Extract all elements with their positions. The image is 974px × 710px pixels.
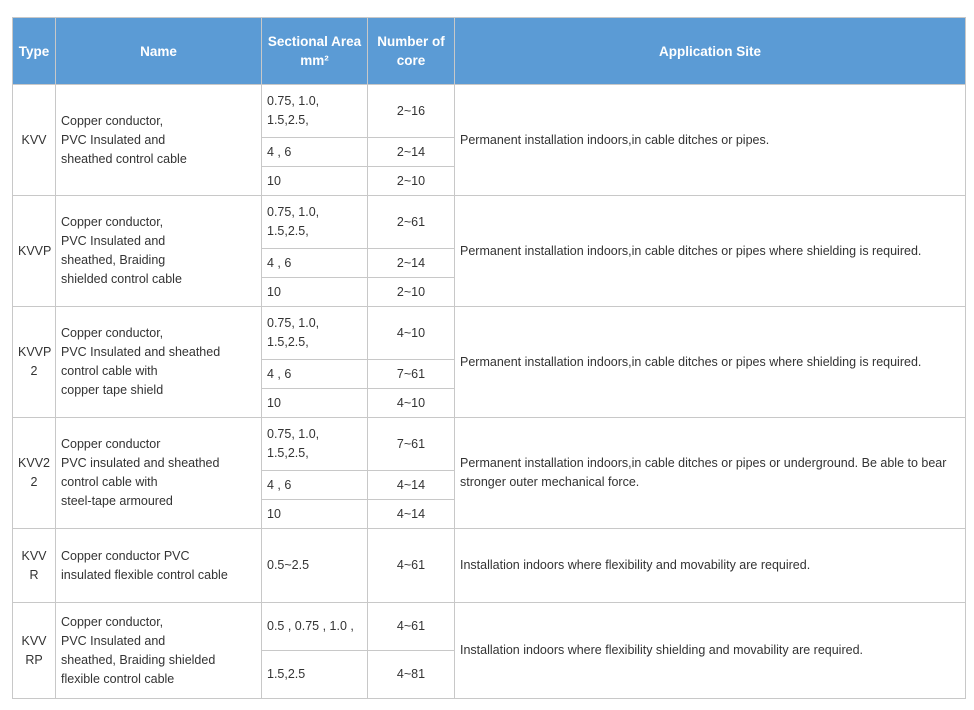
core-cell: 4~14 xyxy=(368,471,455,500)
core-cell: 2~10 xyxy=(368,167,455,196)
application-cell: Permanent installation indoors,in cable ditches or pipes where shielding is required. xyxy=(455,196,966,307)
header-type: Type xyxy=(13,18,56,85)
table-row xyxy=(13,85,966,138)
table-row xyxy=(13,418,966,471)
core-cell: 2~14 xyxy=(368,249,455,278)
type-cell: KVV R xyxy=(13,529,56,603)
application-cell: Permanent installation indoors,in cable ditches or pipes. xyxy=(455,85,966,196)
application-cell: Permanent installation indoors,in cable ditches or pipes where shielding is required. xyxy=(455,307,966,418)
header-name: Name xyxy=(56,18,262,85)
area-cell: 0.5~2.5 xyxy=(262,529,368,603)
area-cell: 1.5,2.5 xyxy=(262,651,368,699)
core-cell: 4~10 xyxy=(368,307,455,360)
area-cell: 10 xyxy=(262,278,368,307)
area-cell: 10 xyxy=(262,167,368,196)
core-cell: 4~61 xyxy=(368,603,455,651)
area-cell: 0.75, 1.0, 1.5,2.5, xyxy=(262,85,368,138)
type-cell: KVV RP xyxy=(13,603,56,699)
core-cell: 2~14 xyxy=(368,138,455,167)
type-cell: KVV2 2 xyxy=(13,418,56,529)
table-row xyxy=(13,307,966,360)
header-number-of-core: Number of core xyxy=(368,18,455,85)
core-cell: 2~16 xyxy=(368,85,455,138)
type-cell: KVVP xyxy=(13,196,56,307)
name-cell: Copper conductor PVC insulated flexible control cable xyxy=(56,529,262,603)
core-cell: 4~61 xyxy=(368,529,455,603)
area-cell: 10 xyxy=(262,389,368,418)
name-cell: Copper conductor, PVC Insulated and sheathed, Braiding shielded control cable xyxy=(56,196,262,307)
name-cell: Copper conductor PVC insulated and sheathed control cable with steel-tape armoured xyxy=(56,418,262,529)
core-cell: 7~61 xyxy=(368,360,455,389)
header-sectional-area: Sectional Area mm² xyxy=(262,18,368,85)
header-row xyxy=(13,18,966,85)
area-cell: 0.75, 1.0, 1.5,2.5, xyxy=(262,196,368,249)
area-cell: 0.75, 1.0, 1.5,2.5, xyxy=(262,307,368,360)
core-cell: 7~61 xyxy=(368,418,455,471)
area-cell: 10 xyxy=(262,500,368,529)
core-cell: 4~10 xyxy=(368,389,455,418)
application-cell: Installation indoors where flexibility shielding and movability are required. xyxy=(455,603,966,699)
core-cell: 2~10 xyxy=(368,278,455,307)
area-cell: 4 , 6 xyxy=(262,471,368,500)
application-cell: Permanent installation indoors,in cable ditches or pipes or underground. Be able to bear stronger outer mechanical force. xyxy=(455,418,966,529)
type-cell: KVVP 2 xyxy=(13,307,56,418)
name-cell: Copper conductor, PVC Insulated and sheathed control cable with copper tape shield xyxy=(56,307,262,418)
cable-spec-table xyxy=(12,17,966,699)
core-cell: 4~81 xyxy=(368,651,455,699)
area-cell: 4 , 6 xyxy=(262,138,368,167)
table-row xyxy=(13,529,966,603)
application-cell: Installation indoors where flexibility and movability are required. xyxy=(455,529,966,603)
area-cell: 0.5 , 0.75 , 1.0 , xyxy=(262,603,368,651)
name-cell: Copper conductor, PVC Insulated and sheathed, Braiding shielded flexible control cable xyxy=(56,603,262,699)
header-application-site: Application Site xyxy=(455,18,966,85)
area-cell: 4 , 6 xyxy=(262,360,368,389)
area-cell: 4 , 6 xyxy=(262,249,368,278)
core-cell: 2~61 xyxy=(368,196,455,249)
name-cell: Copper conductor, PVC Insulated and sheathed control cable xyxy=(56,85,262,196)
table-row xyxy=(13,603,966,651)
type-cell: KVV xyxy=(13,85,56,196)
core-cell: 4~14 xyxy=(368,500,455,529)
table-row xyxy=(13,196,966,249)
area-cell: 0.75, 1.0, 1.5,2.5, xyxy=(262,418,368,471)
